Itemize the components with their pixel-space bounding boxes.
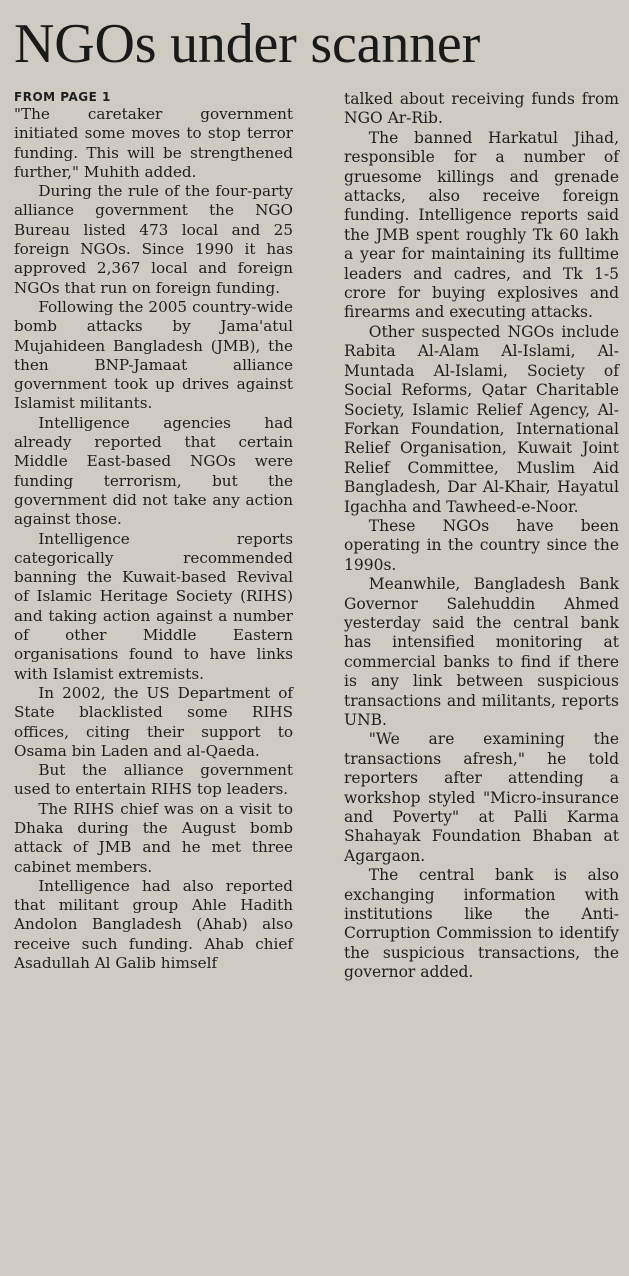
paragraph: talked about receiving funds from NGO Ar-Rib. — [344, 90, 619, 128]
left-column — [14, 90, 293, 983]
paragraph: In 2002, the US Department of State blacklisted some RIHS offices, citing their support to Osama bin Laden and al-Qaeda. — [14, 683, 293, 760]
paragraph: Other suspected NGOs include Rabita Al-Alam Al-Islami, Al-Muntada Al-Islami, Society of Social Reforms, Qatar Charitable Society, Islamic Relief Agency, Al-Forkan Foundation, International Relief Organisation, Kuwait Joint Relief Committee, Muslim Aid Bangladesh, Dar Al-Khair, Hayatul Igachha and Tawheed-e-Noor. — [344, 322, 619, 516]
paragraph: These NGOs have been operating in the country since the 1990s. — [344, 516, 619, 574]
article-columns — [14, 90, 619, 983]
paragraph: Intelligence agencies had already reported that certain Middle East-based NGOs were funding terrorism, but the government did not take any action against those. — [14, 413, 293, 529]
right-column — [344, 90, 619, 983]
paragraph: Following the 2005 country-wide bomb attacks by Jama'atul Mujahideen Bangladesh (JMB), the then BNP-Jamaat alliance government took up drives against Islamist militants. — [14, 297, 293, 413]
paragraph: The banned Harkatul Jihad, responsible for a number of gruesome killings and grenade attacks, also receive foreign funding. Intelligence reports said the JMB spent roughly Tk 60 lakh a year for maintaining its fulltime leaders and cadres, and Tk 1-5 crore for buying explosives and firearms and executing attacks. — [344, 128, 619, 322]
paragraph: Intelligence had also reported that militant group Ahle Hadith Andolon Bangladesh (Ahab) also receive such funding. Ahab chief Asadullah Al Galib himself — [14, 876, 293, 973]
paragraph: During the rule of the four-party alliance government the NGO Bureau listed 473 local and 25 foreign NGOs. Since 1990 it has approved 2,367 local and foreign NGOs that run on foreign funding. — [14, 182, 293, 297]
from-page-label: FROM PAGE 1 — [14, 90, 111, 104]
paragraph: The RIHS chief was on a visit to Dhaka during the August bomb attack of JMB and he met three cabinet members. — [14, 799, 293, 876]
headline: NGOs under scanner — [14, 13, 481, 75]
paragraph: Intelligence reports categorically recommended banning the Kuwait-based Revival of Islamic Heritage Society (RIHS) and taking action against a number of other Middle Eastern organisations found to have links with Islamist extremists. — [14, 529, 293, 683]
paragraph: "We are examining the transactions afresh," he told reporters after attending a workshop styled "Micro-insurance and Poverty" at Palli Karma Shahayak Foundation Bhaban at Agargaon. — [344, 730, 619, 865]
paragraph: The central bank is also exchanging information with institutions like the Anti-Corruption Commission to identify the suspicious transactions, the governor added. — [344, 866, 619, 982]
paragraph: But the alliance government used to entertain RIHS top leaders. — [14, 761, 293, 799]
paragraph: Meanwhile, Bangladesh Bank Governor Salehuddin Ahmed yesterday said the central bank has intensified monitoring at commercial banks to find if there is any link between suspicious transactions and militants, reports UNB. — [344, 575, 619, 729]
paragraph: "The caretaker government initiated some moves to stop terror funding. This will be strengthened further," Muhith added. — [14, 105, 293, 181]
